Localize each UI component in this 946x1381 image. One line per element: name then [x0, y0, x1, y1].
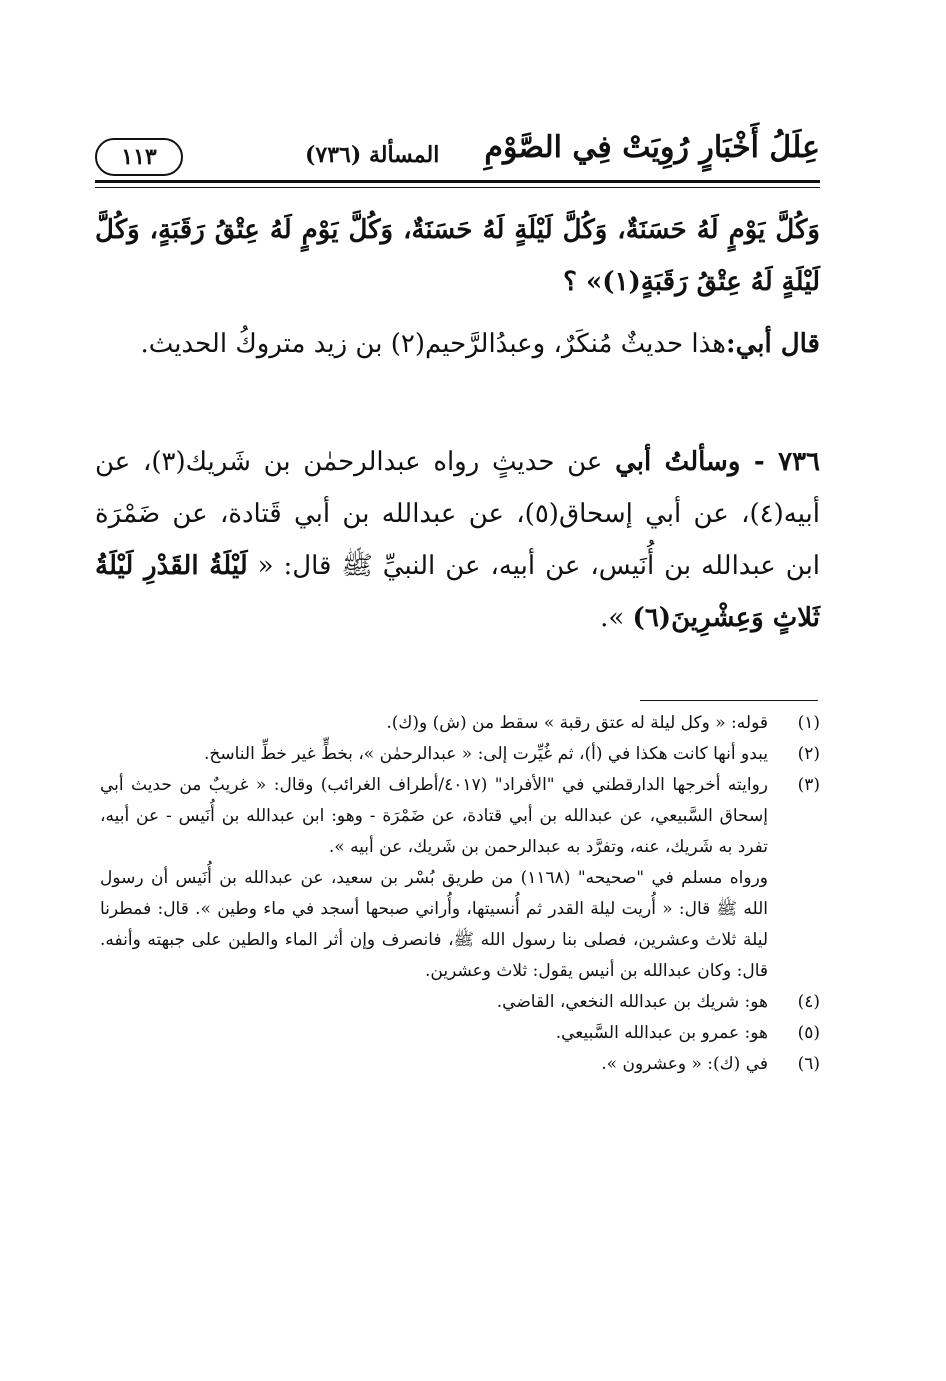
- footnote: [100, 770, 820, 863]
- page-header: [95, 128, 820, 176]
- footnote-number: (١): [797, 713, 820, 733]
- footnote: [100, 708, 820, 739]
- footnote-number: (٤): [797, 992, 820, 1012]
- header-rule-thick: [95, 180, 820, 183]
- footnote-number: (٢): [797, 744, 820, 764]
- hadith-quote: لَيْلَةُ القَدْرِ لَيْلَةُ ثَلاثٍ وَعِشْرِينَ(٦): [95, 551, 820, 633]
- footnote-text: قوله: « وكل ليلة له عتق رقبة » سقط من (ش) و(ك).: [386, 713, 768, 733]
- isnad-text: عن حديثٍ رواه عبدالرحمٰن بن شَريك(٣)، عن أبيه(٤)، عن أبي إسحاق(٥)، عن عبدالله بن أبي قَتادة، عن ضَمْرَة ابن عبدالله بن أُنَيس، عن أبيه، عن النبيِّ ﷺ قال: «: [95, 447, 821, 581]
- comment-text: هذا حديثٌ مُنكَرٌ، وعبدُالرَّحيم(٢) بن زيد متروكُ الحديث.: [140, 329, 726, 359]
- footnote-separator: [640, 700, 818, 701]
- footnote-text: هو: شريك بن عبدالله النخعي، القاضي.: [496, 992, 768, 1012]
- paragraph-abi-comment: [95, 318, 820, 370]
- speaker-label: قال أبي:: [725, 329, 820, 359]
- footnote-text: في (ك): « وعشرون ».: [601, 1054, 768, 1074]
- footnote-number: (٦): [797, 1054, 820, 1074]
- running-title: عِلَلُ أَخْبَارٍ رُوِيَتْ فِي الصَّوْمِ: [484, 130, 820, 165]
- footnote-continuation: ورواه مسلم في "صحيحه" (١١٦٨) من طريق بُسْر بن سعيد، عن عبدالله بن أُنَيس أن رسول الله ﷺ قال: « أُريت ليلة القدر ثم أُنسيتها، وأُراني صبحها أسجد في ماء وطين ». قال: فمطرنا ليلة ثلاث وعشرين، فصلى بنا رسول الله ﷺ، فانصرف وإن أثر الماء والطين على جبهته وأنفه. قال: وكان عبدالله بن أنيس يقول: ثلاث وعشرين.: [100, 868, 769, 981]
- footnote: [100, 1049, 820, 1080]
- footnotes: [100, 708, 820, 1080]
- footnote-number: (٥): [797, 1023, 820, 1043]
- issue-label: المسألة (٧٣٦): [305, 142, 440, 168]
- paragraph-hadith-end: وَكُلَّ يَوْمٍ لَهُ حَسَنَةٌ، وَكُلَّ لَيْلَةٍ لَهُ حَسَنَةٌ، وَكُلَّ يَوْمٍ لَهُ عِتْقُ رَقَبَةٍ، وَكُلَّ لَيْلَةٍ لَهُ عِتْقُ رَقَبَةٍ(١)» ؟: [95, 215, 820, 297]
- footnote-text: روايته أخرجها الدارقطني في "الأفراد" (٤٠١٧/أطراف الغرائب) وقال: « غريبٌ من حديث أبي إسحاق السَّبيعي، عن عبدالله بن أبي قتادة، عن ضَمْرَة - وهو: ابن عبدالله بن أُنَيس - عن أبيه، تفرد به شَريك، عنه، وتفرَّد به عبدالرحمن بن شَريك، عن أبيه ».: [100, 775, 768, 857]
- paragraph-issue-736: [95, 436, 820, 644]
- footnote: [100, 1018, 820, 1049]
- header-rule-thin: [95, 187, 820, 188]
- footnote-text: يبدو أنها كانت هكذا في (أ)، ثم غُيِّرت إلى: « عبدالرحمٰن »، بخطٍّ غير خطِّ الناسخ.: [203, 744, 768, 764]
- footnote: [100, 987, 820, 1018]
- footnote-number: (٣): [797, 775, 820, 795]
- footnote-text: هو: عمرو بن عبدالله السَّبيعي.: [555, 1023, 768, 1043]
- footnote: [100, 739, 820, 770]
- quote-close: ».: [600, 603, 625, 633]
- issue-heading: ٧٣٦ - وسألتُ أبي: [615, 447, 821, 477]
- page-number: ١١٣: [95, 138, 183, 176]
